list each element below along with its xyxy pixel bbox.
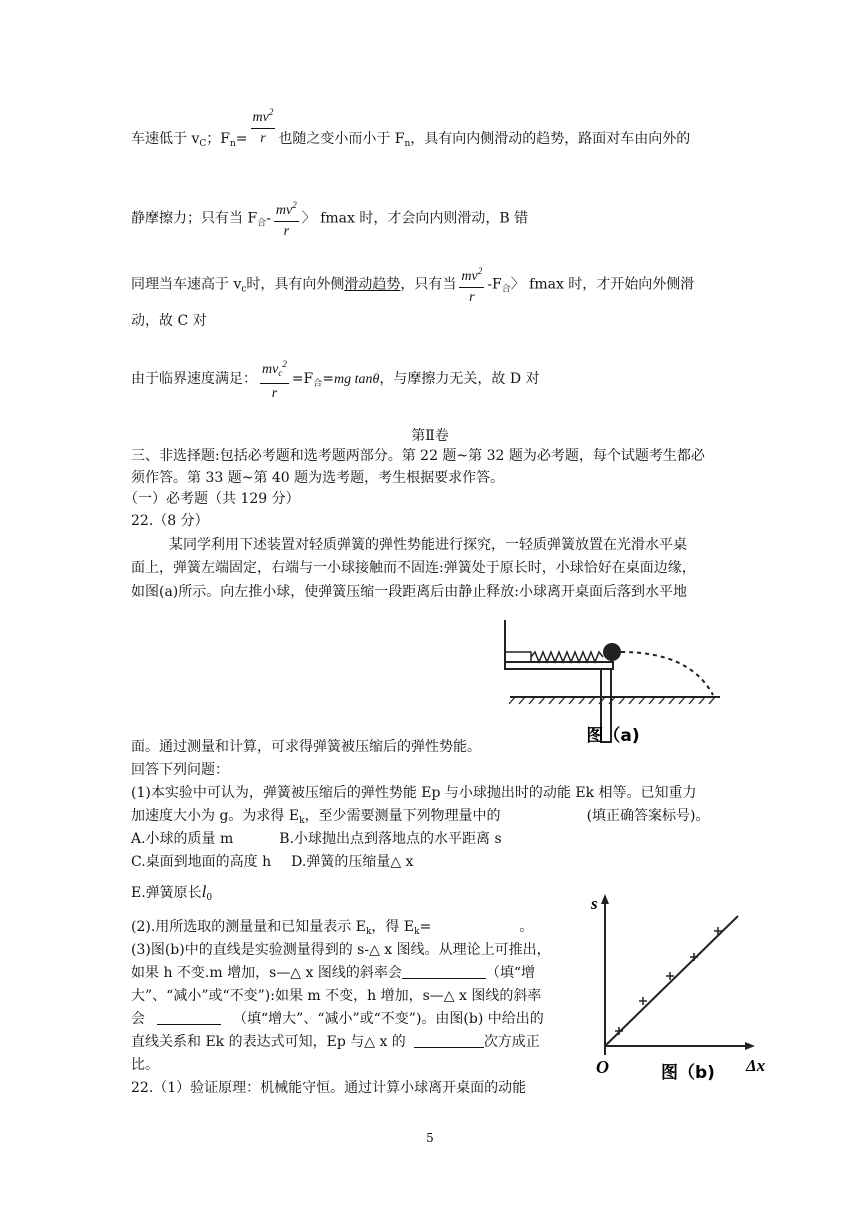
superscript: 2 [477,266,483,276]
subscript: n [229,139,236,149]
text: 静摩擦力；只有当 F [131,210,258,227]
numerator: mv [461,269,478,284]
subscript: c [278,368,283,378]
option-line [131,853,413,871]
denominator: r [271,386,278,401]
fraction-mv2-r [251,104,276,147]
option-d: D.弹簧的压缩量△ x [291,854,414,870]
superscript: 2 [292,200,297,210]
paragraph-line: 面。通过测量和计算，可求得弹簧被压缩后的弹性势能。 [131,739,481,755]
text: 也随之变小而小于 F [278,131,405,147]
text: 同理当车速高于 v [131,276,242,293]
text: （填“增大”、“减小”或“不变”)。由图(b) 中给出的 [233,1011,544,1027]
subscript: n [404,139,411,149]
paragraph-line: (1)本实验中可认为，弹簧被压缩后的弹性势能 Ep 与小球抛出时的动能 Ek 相等。已知重力 [131,785,697,801]
denominator: r [283,224,290,239]
answer-blank[interactable] [402,964,486,979]
paragraph-line: 回答下列问题： [131,762,229,778]
text: ，只有当 [400,276,457,293]
text: (2).用所选取的测量量和已知量表示 E [131,919,366,935]
paragraph-line: （一）必考题（共 129 分） [124,491,300,507]
fraction-mv2-r [459,263,484,306]
data-points [615,927,722,1035]
y-axis-arrow [601,894,609,904]
subscript: 0 [206,893,213,903]
subscript: k [414,927,420,937]
option-c: C.桌面到地面的高度 h [131,854,272,870]
subscript: c [241,284,247,295]
text-line-4 [131,312,207,330]
text: 由于临界速度满足： [131,371,257,387]
text: ，与摩擦力无关，故 D 对 [379,371,540,387]
spring-mount [505,652,531,662]
option-line [131,830,502,848]
paragraph-line: 22.（1）验证原理：机械能守恒。通过计算小球离开桌面的动能 [131,1080,527,1096]
answer-blank[interactable] [157,1010,221,1025]
paragraph-line: (3)图(b)中的直线是实验测量得到的 s-△ x 图线。从理论上可推出， [131,942,551,958]
denominator: r [260,130,266,146]
superscript: 2 [282,359,287,369]
option-a: A.小球的质量 m [131,831,234,847]
paragraph-line: 三、非选择题:包括必考题和选考题两部分。第 22 题~第 32 题为必考题，每个试题考生都必 [131,448,705,464]
text: 加速度大小为 g。为求得 E [131,808,300,824]
text-line-2 [131,197,528,240]
option-b: B.小球抛出点到落地点的水平距离 s [279,831,502,847]
text-line-5 [131,356,540,402]
symbol-l: l [201,882,207,901]
text: =F [291,371,314,387]
numerator: mv [275,203,293,218]
y-axis-label: s [591,894,598,913]
spring [531,652,603,662]
subscript: 合 [313,379,323,389]
trajectory-path [621,652,713,695]
fraction-mvc2-r [260,356,289,402]
paragraph-line: 比。 [131,1057,159,1073]
text: - [266,210,271,227]
paragraph-line: 如图(a)所示。向左推小球，使弹簧压缩一段距离后由静止释放:小球离开桌面后落到水平地 [131,584,687,600]
figure-a [495,612,740,752]
text: ；F [206,131,230,147]
text: = [235,131,248,147]
paragraph-line [131,964,535,982]
text: 会 [131,1011,145,1027]
text: ，得 E [371,919,415,935]
paragraph-line [131,918,533,941]
numerator: mv [262,362,279,377]
text-line-1 [131,106,691,153]
text-line-3 [131,263,694,306]
paragraph-line [131,1033,540,1051]
paragraph-line [131,807,710,830]
text: 。 [519,919,534,935]
paragraph-line: 大”、“减小”或“不变”):如果 m 不变，h 增加，s—△ x 图线的斜率 [131,988,542,1004]
text: （填“增 [485,965,536,981]
paragraph-line: 面上，弹簧左端固定，右端与一小球接触而不固连:弹簧处于原长时，小球恰好在桌面边缘， [131,560,696,576]
option-e: E.弹簧原长 [131,885,202,901]
subscript: C [199,139,207,149]
figure-b [578,888,768,1093]
paragraph-line: 某同学利用下述装置对轻质弹簧的弹性势能进行探究，一轻质弹簧放置在光滑水平桌 [169,537,687,553]
question-number: 22.（8 分） [131,513,209,529]
math-expression: mg tanθ [334,372,380,387]
text: 动，故 C 对 [131,313,207,329]
option-line [131,883,212,907]
figure-b-caption: 图（b) [661,1063,715,1083]
underlined-text: 滑动趋势 [344,276,401,293]
x-axis-label: Δx [746,1056,766,1075]
fraction-mv2-r [274,197,299,240]
subscript: k [299,816,305,826]
figure-a-caption: 图（a) [586,726,640,746]
text: 时，具有向外侧 [246,276,345,293]
fit-line [605,916,738,1046]
denominator: r [469,290,475,305]
origin-label: O [596,1057,609,1077]
text: -F [487,276,502,293]
text: = [322,371,335,387]
ball [603,643,621,661]
x-axis-arrow [745,1042,755,1050]
text: (填正确答案标号)。 [586,808,710,824]
subscript: 合 [257,218,267,229]
answer-blank[interactable] [414,1033,484,1048]
text: 直线关系和 Ek 的表达式可知，Ep 与△ x 的 [131,1034,406,1050]
text: 如果 h 不变.m 增加，s—△ x 图线的斜率会 [131,965,402,981]
text: 〉 fmax 时，才开始向外侧滑 [510,276,695,293]
text: 次方成正 [483,1034,540,1050]
table-top [505,662,613,669]
superscript: 2 [268,106,274,117]
subscript: 合 [501,284,511,295]
paragraph-line [131,1010,544,1028]
paragraph-line: 须作答。第 33 题~第 40 题为选考题，考生根据要求作答。 [131,470,505,486]
page-number: 5 [426,1131,434,1145]
text: ，具有向内侧滑动的趋势，路面对车由向外的 [410,131,691,147]
text: 车速低于 v [131,131,200,147]
text: 〉 fmax 时，才会向内则滑动，B 错 [301,210,529,227]
subscript: k [365,927,372,937]
section-heading: 第Ⅱ卷 [411,428,449,444]
text: = [419,919,432,935]
text: ，至少需要测量下列物理量中的 [304,808,501,824]
numerator: mv [252,109,269,125]
